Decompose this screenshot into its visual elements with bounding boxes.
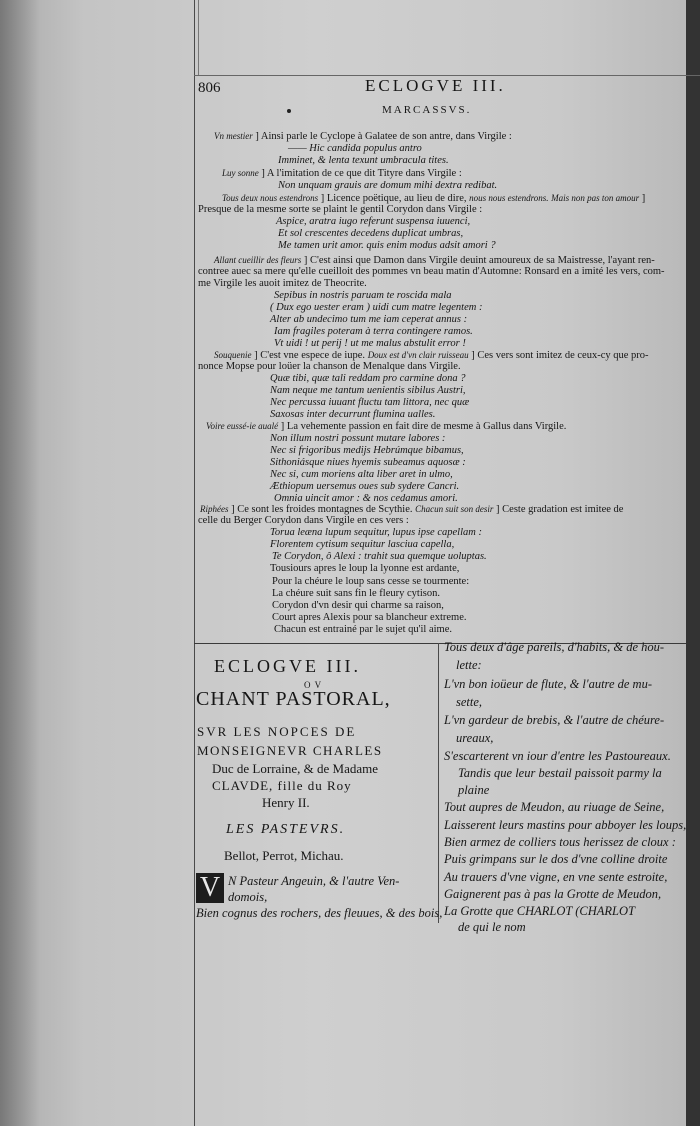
ornament-dot [287, 109, 291, 113]
italic-text: Luy sonne [222, 168, 259, 178]
binding-shadow [0, 0, 40, 1126]
poem-line: Tout aupres de Meudon, au riuage de Seine, [444, 800, 665, 814]
italic-text: Torua leæna lupum sequitur, lupus ipse capellam : [270, 527, 482, 538]
roman-text: ] C'est vne espece de iupe. [251, 350, 368, 361]
italic-text: Riphées [200, 504, 229, 514]
italic-text: Voire eussé-ie aualé [206, 421, 279, 431]
title-ou: O V [304, 680, 323, 690]
italic-text: Souquenie [214, 350, 252, 360]
italic-text: Aspice, aratra iugo referunt suspensa iuuenci, [276, 216, 471, 227]
characters-names: Bellot, Perrot, Michau. [224, 848, 344, 863]
roman-text: ] A l'imitation de ce que dit Tityre dans Virgile : [258, 168, 462, 179]
poem-line: Tous deux d'âge pareils, d'habits, & de hou- [444, 640, 665, 654]
italic-text: Vn mestier [214, 131, 253, 141]
note-line [270, 385, 466, 397]
poem-line: La Grotte que CHARLOT (CHARLOT [444, 904, 635, 918]
note-line [270, 457, 466, 469]
poem-line: Bien armez de colliers tous herissez de cloux : [444, 835, 676, 849]
italic-text: Quæ tibi, quæ tali reddam pro carmine dona ? [270, 373, 466, 384]
italic-text: Non unquam grauis are domum mihi dextra redibat. [278, 180, 498, 191]
poem-line: Bien cognus des rochers, des fleuues, & des bois, [196, 906, 443, 920]
italic-text: Mais non pas ton amour [551, 193, 640, 203]
note-line [270, 433, 445, 445]
italic-text: Chacun suit son desir [415, 504, 494, 514]
note-line [270, 445, 464, 457]
roman-text: ] La vehemente passion en fait dire de mesme à Gallus dans Virgile. [278, 421, 567, 432]
note-line [274, 624, 452, 636]
poem-line: sette, [456, 695, 483, 709]
italic-text: Doux est d'vn clair ruisseau [367, 350, 469, 360]
note-line [214, 130, 512, 143]
left-margin-rule [194, 0, 195, 1126]
note-line [272, 600, 444, 612]
note-line [270, 302, 482, 314]
note-line [270, 469, 453, 481]
roman-text: Court apres Alexis pour sa blancheur extreme. [272, 612, 467, 623]
italic-text: Sithoniásque niues hyemis subeamus aquosæ : [270, 457, 466, 468]
title-line-3: Duc de Lorraine, & de Madame [212, 761, 379, 776]
italic-text: Alter ab undecimo tum me iam ceperat annus : [270, 314, 468, 325]
roman-text: ] Ceste gradation est imitee de [493, 504, 624, 515]
poem-line: Gaignerent pas à pas la Grotte de Meudon, [444, 887, 662, 901]
roman-text: Presque de la mesme sorte se plaint le gentil Corydon dans Virgile : [198, 204, 483, 215]
italic-text: ( Dux ego uester eram ) uidi cum matre legentem : [270, 302, 483, 313]
poem-line: domois, [228, 890, 268, 904]
note-line [270, 397, 469, 409]
note-line [270, 563, 459, 575]
italic-text: Et sol crescentes decedens duplicat umbras, [278, 228, 464, 239]
title-line-2: MONSEIGNEVR CHARLES [197, 743, 383, 758]
italic-text: Imminet, & lenta texunt umbracula tites. [278, 155, 449, 166]
roman-text: ] Ces vers sont imitez de ceux-cy que pro- [468, 350, 649, 361]
note-line [198, 204, 482, 216]
roman-text: contree auec sa mere qu'elle cueilloit des pommes vn beau matin d'Automne: Ronsard en a imité les vers, com- [198, 266, 665, 277]
note-line [270, 314, 467, 326]
section-subtitle: MARCASSVS. [382, 104, 472, 116]
italic-text: Sepibus in nostris paruam te roscida mala [274, 290, 452, 301]
poem-line: S'escarterent vn iour d'entre les Pastoureaux. [444, 749, 671, 763]
note-line [278, 180, 497, 192]
poem-line: Laisserent leurs mastins pour abboyer les loups, [444, 818, 687, 832]
note-line [206, 420, 566, 433]
roman-text: nonce Mopse pour loüer la chanson de Menalque dans Virgile. [198, 361, 461, 372]
characters-heading: LES PASTEVRS. [226, 822, 346, 837]
poem-line: lette: [456, 658, 482, 672]
roman-text: me Virgile les auoit imitez de Theocrite. [198, 278, 367, 289]
note-line [272, 588, 440, 600]
roman-text: ] [639, 193, 646, 204]
italic-text: Me tamen urit amor. quis enim modus adsit amori ? [278, 240, 496, 251]
title-line-1: SVR LES NOPCES DE [197, 724, 357, 739]
italic-text: Florentem cytisum sequitur lasciua capella, [270, 539, 455, 550]
poem-line: Tandis que leur bestail paissoit parmy la [458, 766, 662, 780]
note-line [272, 576, 469, 588]
italic-text: Te Corydon, ô Alexi : trahit sua quemque uoluptas. [272, 551, 487, 562]
note-line [270, 539, 454, 551]
drop-cap: V [196, 873, 224, 903]
italic-text: Iam fragiles poteram à terra contingere ramos. [274, 326, 473, 337]
note-line [272, 612, 466, 624]
note-line [270, 373, 466, 385]
page-edge [686, 0, 700, 1126]
title-line-5: Henry II. [262, 795, 310, 810]
italic-text: nous nous estendrons. [469, 193, 549, 203]
roman-text: ] Licence poëtique, au lieu de dire, [318, 193, 470, 204]
italic-text: Nec percussa iuuant fluctu tam littora, nec quæ [270, 397, 470, 408]
italic-text: Æthiopum uersemus oues sub sydere Cancri. [270, 481, 460, 492]
italic-text: Tous deux nous estendrons [222, 193, 319, 203]
italic-text: —— Hic candida populus antro [288, 143, 422, 154]
eclogue-title: ECLOGVE III. [214, 656, 361, 676]
chant-pastoral-title: CHANT PASTORAL, [196, 688, 391, 710]
note-line [198, 278, 367, 290]
roman-text: La chéure suit sans fin le fleury cytison. [272, 588, 440, 599]
poem-line: Puis grimpans sur le dos d'vne colline droite [444, 852, 668, 866]
note-line [274, 326, 473, 338]
italic-text: Nam neque me tantum uenientis sibilus Austri, [270, 385, 466, 396]
poem-line: plaine [458, 783, 490, 797]
italic-text: Nec si frigoribus medijs Hebrúmque bibamus, [270, 445, 464, 456]
page-number: 806 [198, 80, 221, 96]
poem-line: L'vn gardeur de brebis, & l'autre de chéure- [444, 713, 665, 727]
note-line [222, 167, 462, 180]
italic-text: Nec si, cum moriens alta liber aret in ulmo, [270, 469, 453, 480]
note-line [278, 228, 463, 240]
poem-line: ureaux, [456, 731, 494, 745]
running-title: ECLOGVE III. [365, 76, 506, 95]
upper-margin-rule [198, 0, 199, 76]
poem-line: Au trauers d'vne vigne, en vne sente estroite, [444, 870, 668, 884]
italic-text: Vt uidi ! ut perij ! ut me malus abstulit error ! [274, 338, 466, 349]
poem-line: L'vn bon ioüeur de flute, & l'autre de mu- [444, 677, 652, 691]
italic-text: Non illum nostri possunt mutare labores : [270, 433, 446, 444]
title-line-4: CLAVDE, fille du Roy [212, 778, 352, 793]
roman-text: celle du Berger Corydon dans Virgile en ces vers : [198, 515, 409, 526]
poem-line: N Pasteur Angeuin, & l'autre Ven- [228, 874, 400, 888]
note-line [198, 266, 665, 278]
roman-text: ] C'est ainsi que Damon dans Virgile deuint amoureux de sa Maistresse, l'ayant ren- [301, 255, 655, 266]
italic-text: Omnia uincit amor : & nos cedamus amori. [274, 493, 458, 504]
roman-text: Chacun est entrainé par le sujet qu'il aime. [274, 624, 452, 635]
poem-line: de qui le nom [458, 920, 526, 934]
note-line [276, 216, 470, 228]
note-line [274, 290, 452, 302]
note-line [198, 515, 409, 527]
note-line [272, 551, 487, 563]
roman-text: ] Ce sont les froides montagnes de Scythie. [228, 504, 416, 515]
roman-text: Corydon d'vn desir qui charme sa raison, [272, 600, 444, 611]
note-line [270, 527, 482, 539]
note-line [270, 481, 459, 493]
column-divider [438, 643, 439, 923]
italic-text: Allant cueillir des fleurs [214, 255, 302, 265]
note-line [278, 155, 449, 167]
roman-text: Pour la chéure le loup sans cesse se tourmente: [272, 576, 470, 587]
note-line [288, 143, 422, 155]
roman-text: Tousiours apres le loup la lyonne est ardante, [270, 563, 460, 574]
roman-text: ] Ainsi parle le Cyclope à Galatee de son antre, dans Virgile : [252, 131, 512, 142]
note-line [278, 240, 496, 252]
note-line [198, 361, 461, 373]
italic-text: Saxosas inter decurrunt flumina ualles. [270, 409, 436, 420]
